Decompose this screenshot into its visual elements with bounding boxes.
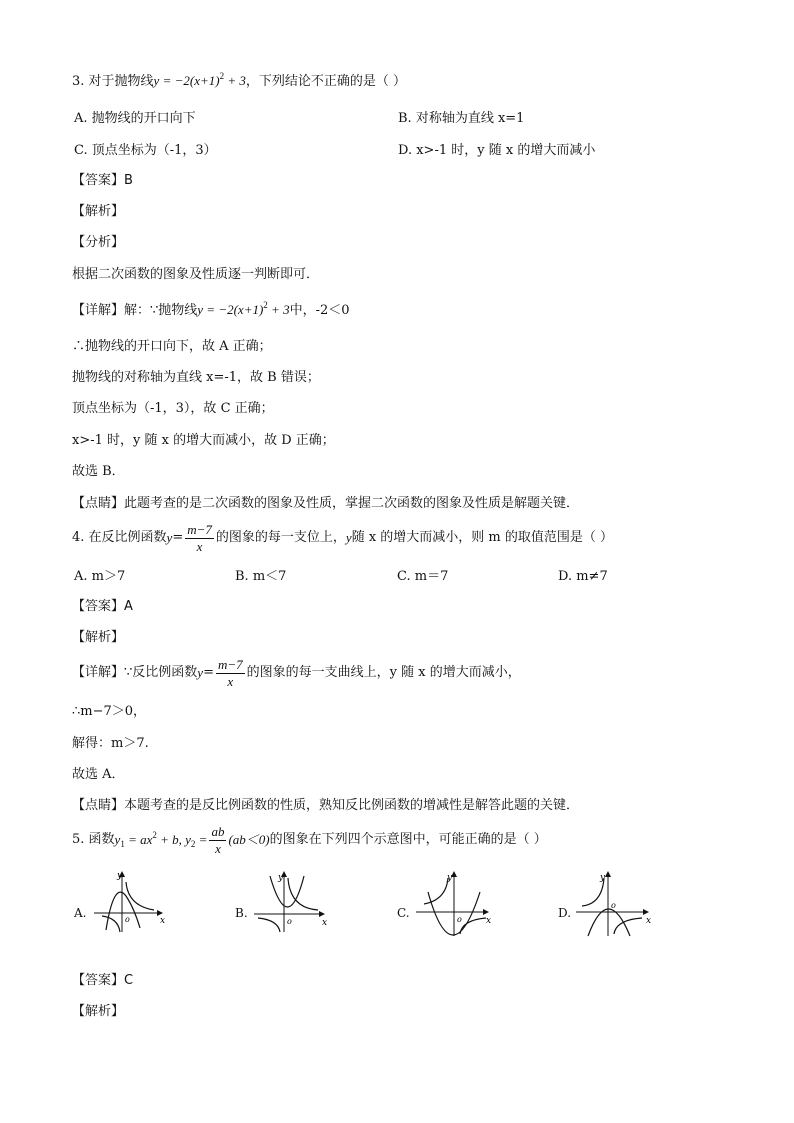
q3-option-d: D. x>-1 时，y 随 x 的增大而减小 [398, 143, 596, 158]
q3-step-4: x>-1 时，y 随 x 的增大而减小，故 D 正确； [72, 433, 335, 448]
q3-prefix: 3. 对于抛物线 [72, 74, 154, 89]
q3-suffix: ，下列结论不正确的是（ ） [245, 74, 406, 89]
graph-d [574, 868, 654, 938]
graph-c-y-label: y [447, 873, 453, 883]
q4-detail-prefix: 【详解】∵反比例函数 [72, 665, 198, 680]
q4-option-b: B. m＜7 [235, 569, 287, 584]
q3-option-b: B. 对称轴为直线 x=1 [398, 111, 525, 126]
graph-c-hyperbola-left [424, 878, 448, 904]
q5-prefix: 5. 函数 [72, 832, 115, 847]
graph-a-hyperbola-right [126, 882, 154, 910]
graph-a-origin: o [125, 915, 130, 924]
q5-stem [72, 822, 547, 858]
q4-suffix-post: 随 x 的增大而减小，则 m 的取值范围是（ ） [351, 530, 614, 545]
q5-frac-den: x [215, 840, 221, 856]
q3-stem [72, 72, 406, 91]
q3-fenxi-text: 根据二次函数的图象及性质逐一判断即可． [72, 267, 320, 282]
q3-detail [72, 301, 350, 320]
graph-b-x-label: x [322, 918, 328, 928]
q4-option-c: C. m＝7 [397, 569, 449, 584]
q4-step-3: 故选 A． [72, 767, 125, 782]
graph-b-parabola [270, 876, 304, 907]
graph-b [252, 868, 330, 934]
q4-detail-frac-num: m−7 [217, 656, 243, 672]
q5-answer: 【答案】C [72, 973, 134, 988]
graph-label-a: A. [74, 906, 87, 920]
q4-suffix-pre: 的图象的每一支位上， [215, 530, 346, 545]
q3-detail-equation: $y = -2(x+1)^2 + 3$ [197, 300, 290, 317]
q4-prefix: 4. 在反比例函数 [72, 530, 167, 545]
q3-option-c: C. 顶点坐标为（-1，3） [74, 143, 217, 158]
graph-a-parabola [106, 892, 140, 930]
q3-equation: $y = -2(x+1)^2 + 3$ [153, 71, 246, 88]
graph-a-x-label: x [160, 916, 166, 926]
q4-option-a: A. m＞7 [74, 569, 126, 584]
graph-c-hyperbola-right [460, 918, 486, 934]
q5-jiexi-label: 【解析】 [72, 1004, 125, 1019]
q3-dianjing: 【点睛】此题考查的是二次函数的图象及性质，掌握二次函数的图象及性质是解题关键． [72, 496, 580, 511]
q3-step-5: 故选 B． [72, 464, 125, 479]
graph-b-hyperbola-left [258, 918, 280, 932]
q3-option-a: A. 抛物线的开口向下 [74, 111, 196, 126]
q4-jiexi-label: 【解析】 [72, 630, 125, 645]
graph-d-x-label: x [646, 916, 652, 926]
q4-detail: 【详解】∵反比例函数 y = $\frac{m-7}{x}$ 的图象的每一支曲线上，y 随 x 的增大而减小， [72, 656, 521, 689]
q3-detail-suffix: 中，-2＜0 [289, 303, 350, 318]
q4-detail-frac-den: x [227, 673, 234, 689]
q3-step-1: ∴抛物线的开口向下，故 A 正确； [72, 339, 272, 354]
q4-step-1: ∴m−7＞0， [72, 704, 147, 719]
q4-answer: 【答案】A [72, 599, 133, 614]
graph-d-origin: o [611, 901, 616, 910]
q5-suffix: 的图象在下列四个示意图中，可能正确的是（ ） [269, 832, 547, 847]
graph-a-y-label: y [117, 871, 123, 881]
graph-c-origin: o [457, 915, 462, 924]
graph-c-x-label: x [486, 916, 492, 926]
q5-fraction [209, 824, 226, 857]
q4-frac-num: m−7 [187, 521, 212, 537]
q4-detail-fraction [216, 657, 245, 690]
q5-condition: (ab＜0) [228, 832, 270, 847]
q4-frac-den: x [196, 538, 203, 554]
q4-dianjing: 【点睛】本题考查的是反比例函数的性质，熟知反比例函数的增减性是解答此题的关键． [72, 798, 580, 813]
graph-d-y-label: y [600, 873, 606, 883]
graph-a-hyperbola-left [102, 916, 120, 932]
graph-label-c: C. [397, 906, 410, 920]
q3-fenxi-label: 【分析】 [72, 235, 125, 250]
q3-jiexi-label: 【解析】 [72, 204, 125, 219]
q4-option-d: D. m≠7 [558, 569, 608, 584]
q5-y1-expr: $y_1 = ax^2 + b$, $y_2$ = [114, 829, 208, 849]
q4-step-2: 解得：m＞7. [72, 736, 149, 751]
q5-frac-num: ab [211, 823, 225, 839]
graph-label-b: B. [235, 906, 248, 920]
graph-b-hyperbola-right [288, 878, 318, 910]
q4-stem: 4. 在反比例函数 y = $\frac{m-7}{x}$ 的图象的每一支位上， y 随 x 的增大而减小，则 m 的取值范围是（ ） [72, 521, 614, 554]
q4-y: y [166, 530, 173, 545]
graph-b-origin: o [287, 917, 292, 926]
q4-detail-suffix: 的图象的每一支曲线上，y 随 x 的增大而减小， [246, 665, 521, 680]
graph-label-d: D. [558, 906, 572, 920]
q3-detail-prefix: 【详解】解：∵抛物线 [72, 303, 198, 318]
graph-c [414, 868, 494, 938]
q3-step-2: 抛物线的对称轴为直线 x=-1，故 B 错误； [72, 370, 320, 385]
q3-step-3: 顶点坐标为（-1，3），故 C 正确； [72, 401, 274, 416]
graph-b-y-label: y [278, 873, 284, 883]
q4-fraction [185, 522, 214, 555]
graph-a [92, 868, 168, 934]
q3-answer: 【答案】B [72, 173, 133, 188]
